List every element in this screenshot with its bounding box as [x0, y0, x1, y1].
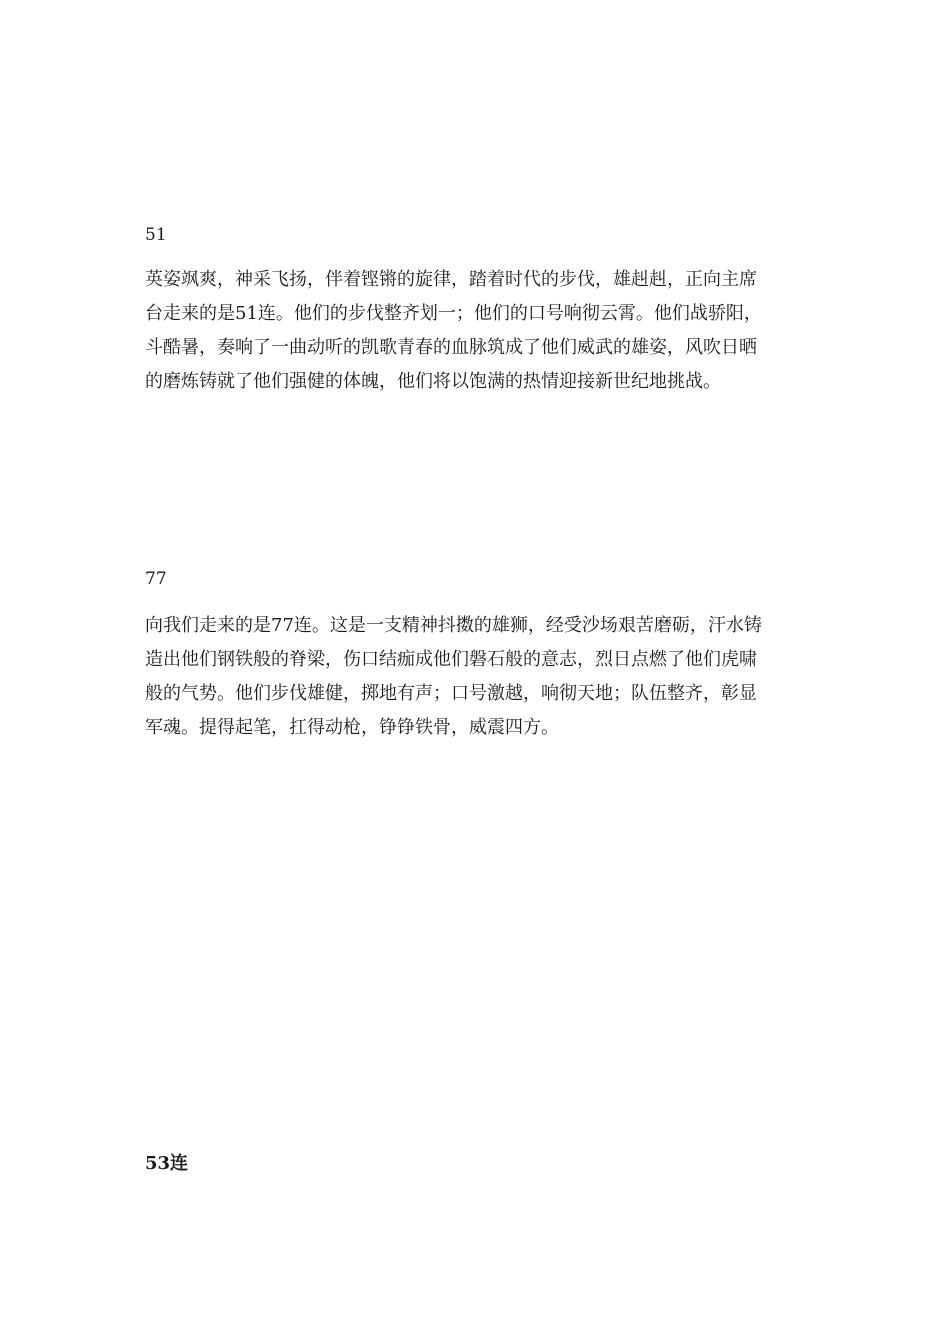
paragraph-line: 造出他们钢铁般的脊梁，伤口结痂成他们磐石般的意志，烈日点燃了他们虎啸 [145, 649, 757, 670]
paragraph-line: 斗酷暑，奏响了一曲动听的凯歌青春的血脉筑成了他们威武的雄姿，风吹日晒 [145, 337, 757, 358]
paragraph-line: 向我们走来的是77连。这是一支精神抖擞的雄狮，经受沙场艰苦磨砺，汗水铸 [145, 615, 762, 636]
section-paragraph-77 [145, 609, 810, 745]
paragraph-line: 英姿飒爽，神采飞扬，伴着铿锵的旋律，踏着时代的步伐，雄赳赳，正向主席 [145, 269, 757, 290]
section-heading-77: 77 [145, 569, 167, 589]
section-heading-53: 53连 [145, 1153, 189, 1174]
paragraph-line: 军魂。提得起笔，扛得动枪，铮铮铁骨，威震四方。 [145, 717, 559, 738]
section-paragraph-51 [145, 263, 810, 399]
paragraph-line: 般的气势。他们步伐雄健，掷地有声；口号激越，响彻天地；队伍整齐，彰显 [145, 683, 757, 704]
paragraph-line: 台走来的是51连。他们的步伐整齐划一；他们的口号响彻云霄。他们战骄阳， [145, 303, 762, 324]
section-heading-51: 51 [145, 225, 167, 245]
paragraph-line: 的磨炼铸就了他们强健的体魄，他们将以饱满的热情迎接新世纪地挑战。 [145, 371, 721, 392]
